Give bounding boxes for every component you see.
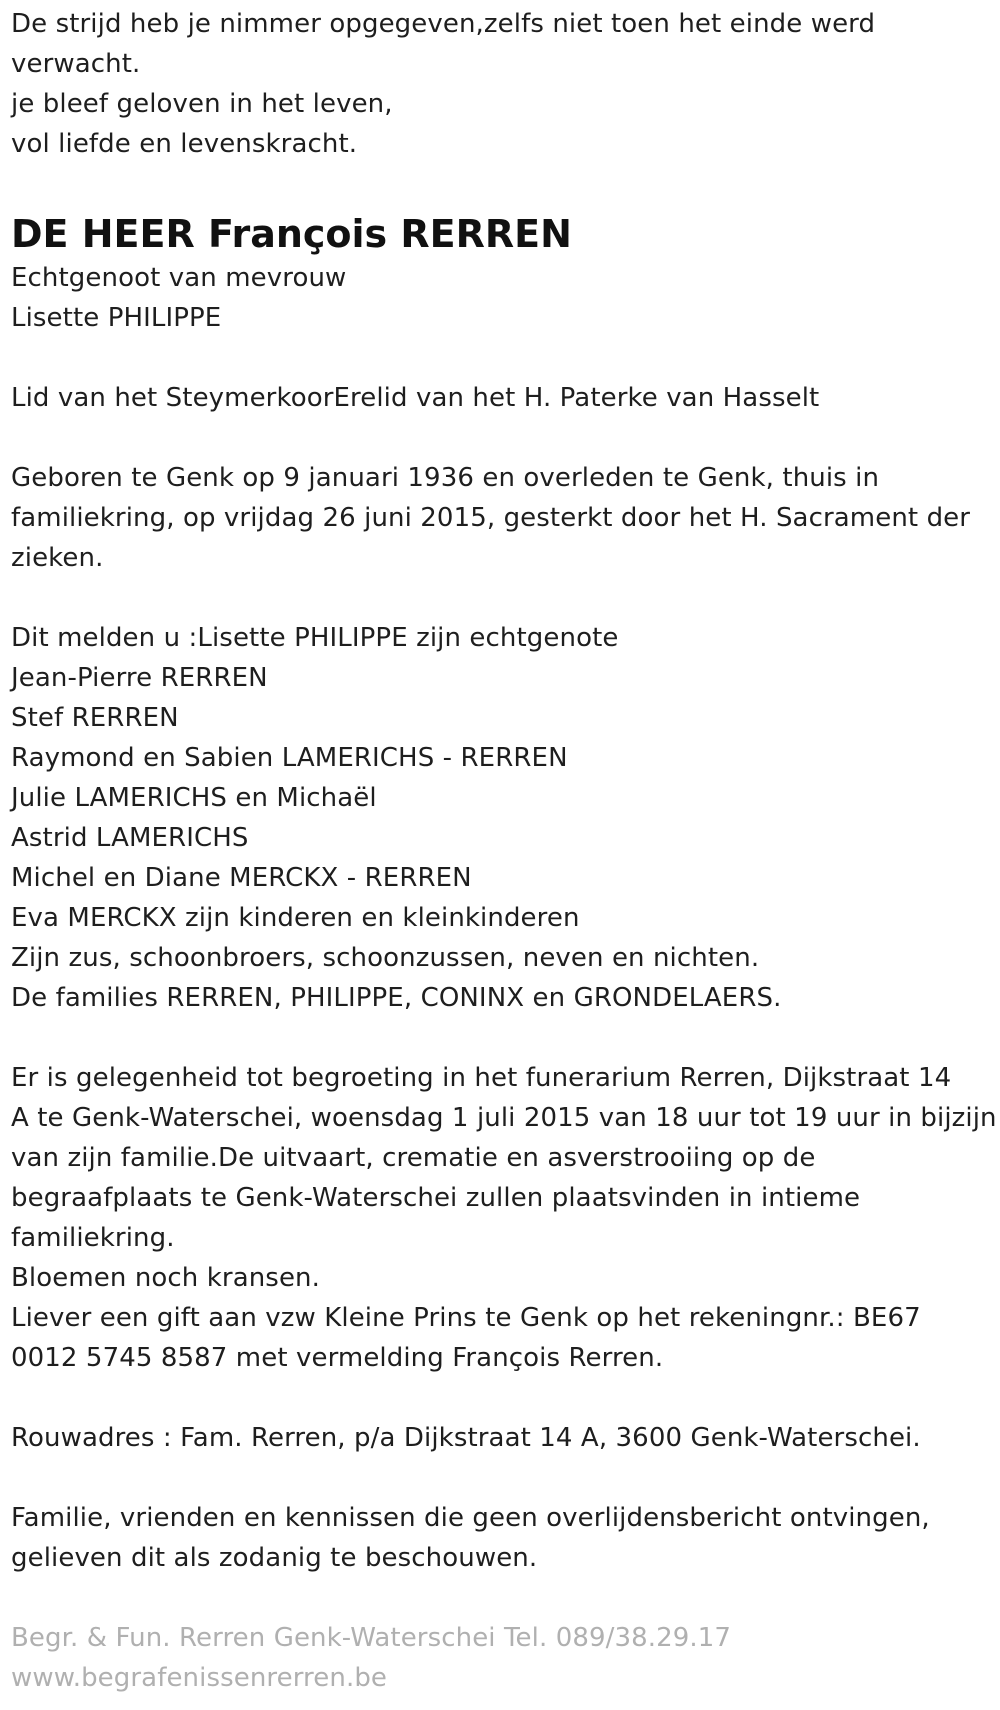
spacer <box>11 1458 996 1498</box>
funeral-home-website: www.begrafenissenrerren.be <box>11 1663 388 1693</box>
spacer <box>11 338 996 378</box>
funeral-home-contact: Begr. & Fun. Rerren Genk-Waterschei Tel. 089/38.29.17 <box>11 1623 732 1653</box>
family-line: Michel en Diane MERCKX - RERREN <box>11 863 472 893</box>
family-line: Dit melden u :Lisette PHILIPPE zijn echtgenote <box>11 623 619 653</box>
arrangement-line: 0012 5745 8587 met vermelding François Rerren. <box>11 1343 664 1373</box>
family-line: Astrid LAMERICHS <box>11 823 249 853</box>
family-line: Zijn zus, schoonbroers, schoonzussen, neven en nichten. <box>11 943 760 973</box>
notice-line: gelieven dit als zodanig te beschouwen. <box>11 1543 538 1573</box>
spacer <box>11 418 996 458</box>
deceased-name-heading: DE HEER François RERREN <box>11 212 572 256</box>
spouse-line: Lisette PHILIPPE <box>11 303 222 333</box>
birth-death-line: familiekring, op vrijdag 26 juni 2015, gesterkt door het H. Sacrament der <box>11 503 971 533</box>
arrangement-line: Bloemen noch kransen. <box>11 1263 320 1293</box>
poem-line: verwacht. <box>11 49 141 79</box>
family-list <box>11 618 996 1018</box>
birth-death-line: zieken. <box>11 543 104 573</box>
membership-line: Lid van het SteymerkoorErelid van het H. Paterke van Hasselt <box>11 383 820 413</box>
spacer <box>11 164 996 204</box>
poem-line: je bleef geloven in het leven, <box>11 89 393 119</box>
family-line: Eva MERCKX zijn kinderen en kleinkinderen <box>11 903 580 933</box>
family-line: De families RERREN, PHILIPPE, CONINX en GRONDELAERS. <box>11 983 782 1013</box>
obituary-document <box>11 4 996 1698</box>
poem-line: vol liefde en levenskracht. <box>11 129 358 159</box>
family-line: Raymond en Sabien LAMERICHS - RERREN <box>11 743 568 773</box>
mourning-address: Rouwadres : Fam. Rerren, p/a Dijkstraat 14 A, 3600 Genk-Waterschei. <box>11 1423 921 1453</box>
birth-death-line: Geboren te Genk op 9 januari 1936 en overleden te Genk, thuis in <box>11 463 880 493</box>
arrangement-line: Liever een gift aan vzw Kleine Prins te Genk op het rekeningnr.: BE67 <box>11 1303 921 1333</box>
poem <box>11 4 996 164</box>
spacer <box>11 1378 996 1418</box>
spouse-line: Echtgenoot van mevrouw <box>11 263 347 293</box>
arrangement-line: van zijn familie.De uitvaart, crematie en asverstrooiing op de <box>11 1143 816 1173</box>
birth-death-info <box>11 458 996 578</box>
arrangement-line: A te Genk-Waterschei, woensdag 1 juli 2015 van 18 uur tot 19 uur in bijzijn <box>11 1103 997 1133</box>
arrangement-line: familiekring. <box>11 1223 175 1253</box>
family-line: Julie LAMERICHS en Michaël <box>11 783 377 813</box>
funeral-arrangements <box>11 1058 996 1378</box>
poem-line: De strijd heb je nimmer opgegeven,zelfs niet toen het einde werd <box>11 9 876 39</box>
spacer <box>11 1018 996 1058</box>
notice <box>11 1498 996 1578</box>
arrangement-line: Er is gelegenheid tot begroeting in het funerarium Rerren, Dijkstraat 14 <box>11 1063 952 1093</box>
funeral-home-footer <box>11 1618 996 1698</box>
arrangement-line: begraafplaats te Genk-Waterschei zullen plaatsvinden in intieme <box>11 1183 861 1213</box>
spouse-info <box>11 258 996 338</box>
family-line: Jean-Pierre RERREN <box>11 663 268 693</box>
notice-line: Familie, vrienden en kennissen die geen overlijdensbericht ontvingen, <box>11 1503 930 1533</box>
family-line: Stef RERREN <box>11 703 179 733</box>
spacer <box>11 578 996 618</box>
spacer <box>11 1578 996 1618</box>
